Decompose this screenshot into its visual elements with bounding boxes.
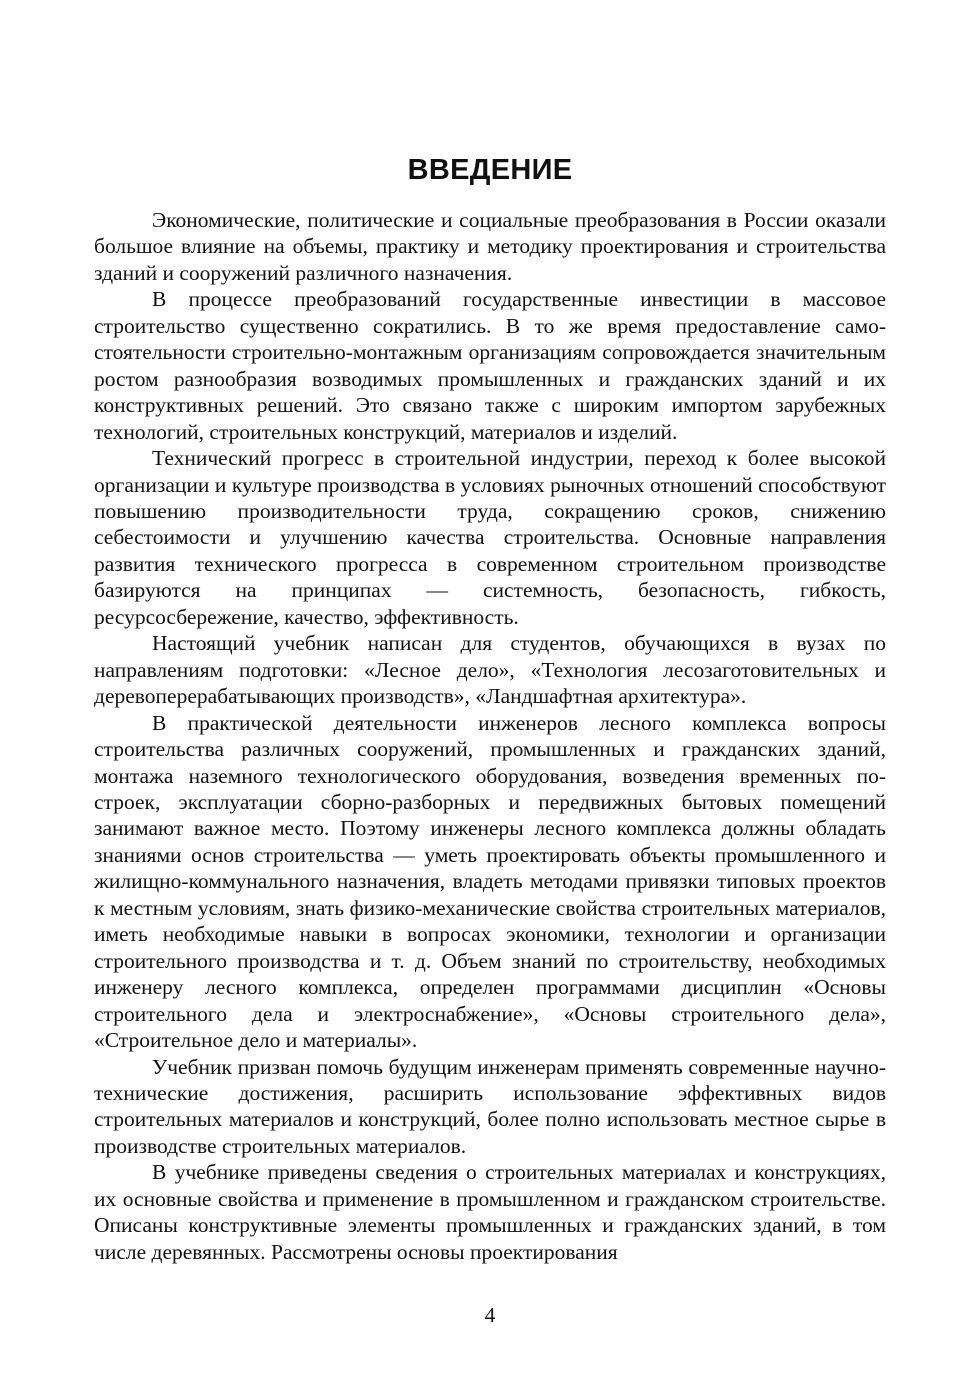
page-title: ВВЕДЕНИЕ — [407, 154, 573, 186]
body-text — [94, 207, 886, 1265]
paragraph-4: Настоящий учебник написан для студентов, обучающихся в вузах по направлениям подготовки: «Лесное дело», «Технология лесозаготовительных и деревоперерабатывающих производств», «Ландшафтная архитектура». — [94, 631, 886, 709]
paragraph-5: В практической деятельности инженеров лесного комплекса вопросы строительства различных сооружений, промышленных и гражданских зданий, монтажа наземного технологического оборудования, возведения временных построек, эксплуатации сборно-разборных и передвижных бытовых помещений занимают важное место. Поэтому инженеры лесного комплекса должны обладать знаниями основ строительства — уметь проектировать объекты промышленного и жилищно-коммунального назначения, владеть методами привязки типовых проектов к местным условиям, знать физико-механические свойства строительных материалов, иметь необходимые навыки в вопросах экономики, технологии и организации строительного производства и т. д. Объем знаний по строительству, необходимых инженеру лесного комплекса, определен программами дисциплин «Основы строительного дела и электроснабжение», «Основы строительного дела», «Строительное дело и материалы». — [94, 710, 886, 1053]
paragraph-7: В учебнике приведены сведения о строительных материалах и конструкциях, их основные свойства и применение в промышленном и гражданском строительстве. Описаны конструктивные элементы промышленных и гражданских зданий, в том числе деревянных. Рассмотрены основы проектирования — [94, 1160, 886, 1264]
paragraph-3: Технический прогресс в строительной индустрии, переход к более высокой организации и культуре производства в условиях рыночных отношений способствуют повышению производительности труда, сокращению сроков, снижению себестоимости и улучшению качества строительства. Основные направления развития технического прогресса в современном строительном производстве базируются на принципах — системность, безопасность, гибкость, ресурсосбережение, качество, эффективность. — [94, 446, 886, 629]
paragraph-6: Учебник призван помочь будущим инженерам применять современные научно-технические достижения, расширить использование эффективных видов строительных материалов и конструкций, более полно использовать местное сырье в производстве строительных материалов. — [94, 1054, 886, 1158]
page-number: 4 — [484, 1303, 496, 1327]
paragraph-1: Экономические, политические и социальные преобразования в России оказали большое влияние на объемы, практику и методику проектирования и строительства зданий и сооружений различного назначения. — [94, 208, 886, 285]
paragraph-2: В процессе преобразований государственные инвестиции в массовое строительство существенно сократились. В то же время предоставление самостоятельности строительно-монтажным организациям сопровождается значительным ростом разнообразия возводимых промышленных и гражданских зданий и их конструктивных решений. Это связано также с широким импортом зарубежных технологий, строительных конструкций, материалов и изделий. — [94, 287, 886, 444]
